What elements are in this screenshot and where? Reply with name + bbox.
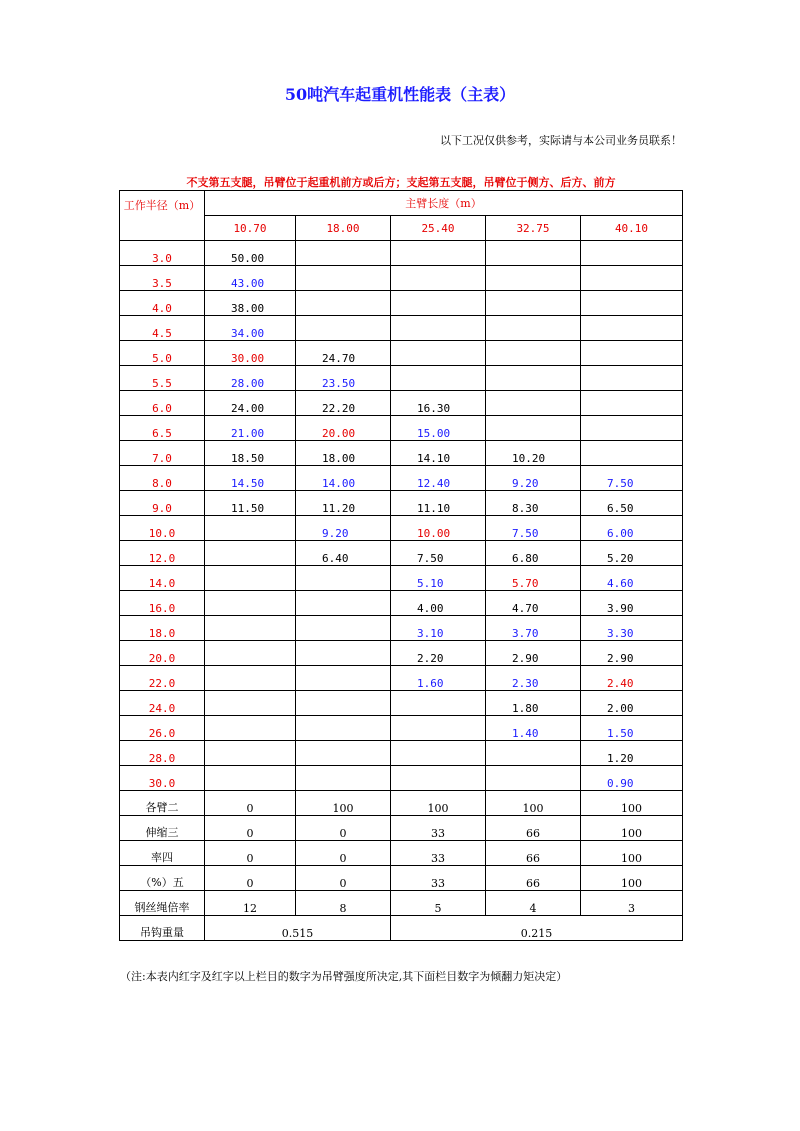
radius-cell: 4.5 bbox=[120, 316, 205, 341]
page-title: 50吨汽车起重机性能表（主表） bbox=[284, 85, 516, 104]
load-cell bbox=[205, 716, 296, 741]
radius-cell: 3.0 bbox=[120, 241, 205, 266]
disclaimer-text: 以下工况仅供参考，实际请与本公司业务员联系！ bbox=[440, 134, 682, 147]
load-cell: 30.00 bbox=[205, 341, 296, 366]
load-cell bbox=[205, 541, 296, 566]
extension-cell: 0 bbox=[205, 866, 296, 891]
radius-cell: 12.0 bbox=[120, 541, 205, 566]
load-cell: 6.80 bbox=[486, 541, 581, 566]
boom-length-header: 主臂长度（m） bbox=[205, 191, 683, 216]
rope-ratio-cell: 12 bbox=[205, 891, 296, 916]
load-cell: 3.90 bbox=[581, 591, 683, 616]
load-cell: 24.00 bbox=[205, 391, 296, 416]
load-row bbox=[120, 616, 683, 641]
load-cell bbox=[581, 391, 683, 416]
load-cell: 20.00 bbox=[296, 416, 391, 441]
load-row bbox=[120, 741, 683, 766]
load-cell bbox=[296, 666, 391, 691]
extension-cell: 0 bbox=[296, 816, 391, 841]
load-cell: 0.90 bbox=[581, 766, 683, 791]
load-cell bbox=[205, 691, 296, 716]
load-cell: 18.00 bbox=[296, 441, 391, 466]
load-cell bbox=[486, 266, 581, 291]
extension-cell: 100 bbox=[581, 866, 683, 891]
load-cell: 9.20 bbox=[486, 466, 581, 491]
load-cell: 7.50 bbox=[391, 541, 486, 566]
extension-cell: 66 bbox=[486, 841, 581, 866]
extension-row bbox=[120, 816, 683, 841]
radius-cell: 22.0 bbox=[120, 666, 205, 691]
load-cell bbox=[296, 616, 391, 641]
load-row bbox=[120, 566, 683, 591]
load-cell: 14.50 bbox=[205, 466, 296, 491]
load-cell: 50.00 bbox=[205, 241, 296, 266]
radius-cell: 5.5 bbox=[120, 366, 205, 391]
hook-weight-label: 吊钩重量 bbox=[120, 916, 205, 941]
radius-cell: 3.5 bbox=[120, 266, 205, 291]
extension-cell: 0 bbox=[205, 816, 296, 841]
load-cell: 11.50 bbox=[205, 491, 296, 516]
load-cell bbox=[205, 641, 296, 666]
load-cell bbox=[581, 441, 683, 466]
load-cell bbox=[205, 591, 296, 616]
load-cell bbox=[205, 566, 296, 591]
rope-ratio-row bbox=[120, 891, 683, 916]
boom-length-cell: 10.70 bbox=[205, 216, 296, 241]
extension-cell: 100 bbox=[486, 791, 581, 816]
load-row bbox=[120, 291, 683, 316]
load-cell bbox=[391, 766, 486, 791]
footnote-text: （注:本表内红字及红字以上栏目的数字为吊臂强度所决定,其下面栏目数字为倾翻力矩决定） bbox=[120, 970, 568, 983]
load-cell bbox=[581, 266, 683, 291]
load-row bbox=[120, 266, 683, 291]
load-cell bbox=[391, 366, 486, 391]
load-cell bbox=[486, 741, 581, 766]
radius-cell: 24.0 bbox=[120, 691, 205, 716]
load-cell: 2.00 bbox=[581, 691, 683, 716]
rope-ratio-cell: 5 bbox=[391, 891, 486, 916]
radius-cell: 14.0 bbox=[120, 566, 205, 591]
radius-cell: 20.0 bbox=[120, 641, 205, 666]
load-cell: 23.50 bbox=[296, 366, 391, 391]
load-cell: 7.50 bbox=[486, 516, 581, 541]
load-cell bbox=[486, 316, 581, 341]
load-cell: 1.50 bbox=[581, 716, 683, 741]
load-cell bbox=[391, 716, 486, 741]
extension-cell: 100 bbox=[391, 791, 486, 816]
load-row bbox=[120, 516, 683, 541]
load-cell bbox=[296, 591, 391, 616]
extension-cell: 0 bbox=[296, 866, 391, 891]
load-cell: 6.00 bbox=[581, 516, 683, 541]
load-cell bbox=[205, 516, 296, 541]
radius-cell: 26.0 bbox=[120, 716, 205, 741]
extension-cell: 0 bbox=[296, 841, 391, 866]
load-cell: 1.40 bbox=[486, 716, 581, 741]
load-cell bbox=[296, 641, 391, 666]
load-row bbox=[120, 491, 683, 516]
load-cell bbox=[581, 291, 683, 316]
load-cell: 12.40 bbox=[391, 466, 486, 491]
load-cell bbox=[296, 291, 391, 316]
load-cell bbox=[205, 666, 296, 691]
radius-cell: 4.0 bbox=[120, 291, 205, 316]
load-row bbox=[120, 466, 683, 491]
radius-cell: 6.5 bbox=[120, 416, 205, 441]
radius-cell: 30.0 bbox=[120, 766, 205, 791]
radius-header: 工作半径（m） bbox=[120, 191, 205, 241]
extension-row bbox=[120, 841, 683, 866]
load-row bbox=[120, 441, 683, 466]
load-cell: 43.00 bbox=[205, 266, 296, 291]
radius-cell: 8.0 bbox=[120, 466, 205, 491]
load-cell: 6.40 bbox=[296, 541, 391, 566]
load-cell bbox=[391, 316, 486, 341]
working-condition-text: 不支第五支腿，吊臂位于起重机前方或后方；支起第五支腿，吊臂位于侧方、后方、前方 bbox=[186, 176, 616, 189]
load-cell: 22.20 bbox=[296, 391, 391, 416]
extension-row bbox=[120, 866, 683, 891]
load-cell: 5.20 bbox=[581, 541, 683, 566]
load-cell bbox=[205, 741, 296, 766]
load-row bbox=[120, 341, 683, 366]
load-cell: 1.80 bbox=[486, 691, 581, 716]
load-row bbox=[120, 716, 683, 741]
load-cell: 2.20 bbox=[391, 641, 486, 666]
load-cell: 7.50 bbox=[581, 466, 683, 491]
load-row bbox=[120, 591, 683, 616]
load-cell: 16.30 bbox=[391, 391, 486, 416]
boom-length-cell: 32.75 bbox=[486, 216, 581, 241]
header-row bbox=[120, 191, 683, 216]
load-row bbox=[120, 691, 683, 716]
load-cell bbox=[391, 741, 486, 766]
load-cell bbox=[581, 316, 683, 341]
radius-cell: 7.0 bbox=[120, 441, 205, 466]
extension-label: （%）五 bbox=[120, 866, 205, 891]
load-cell: 2.40 bbox=[581, 666, 683, 691]
load-cell bbox=[296, 716, 391, 741]
load-row bbox=[120, 316, 683, 341]
load-cell: 18.50 bbox=[205, 441, 296, 466]
load-cell bbox=[486, 241, 581, 266]
extension-cell: 33 bbox=[391, 816, 486, 841]
load-cell bbox=[296, 741, 391, 766]
load-cell: 38.00 bbox=[205, 291, 296, 316]
rope-ratio-label: 钢丝绳倍率 bbox=[120, 891, 205, 916]
load-cell bbox=[296, 316, 391, 341]
load-cell: 15.00 bbox=[391, 416, 486, 441]
extension-label: 各臂二 bbox=[120, 791, 205, 816]
load-cell: 4.00 bbox=[391, 591, 486, 616]
load-cell bbox=[296, 691, 391, 716]
load-cell: 5.10 bbox=[391, 566, 486, 591]
load-row bbox=[120, 666, 683, 691]
load-cell: 14.00 bbox=[296, 466, 391, 491]
load-cell: 3.10 bbox=[391, 616, 486, 641]
boom-length-cell: 25.40 bbox=[391, 216, 486, 241]
extension-label: 伸缩三 bbox=[120, 816, 205, 841]
radius-cell: 6.0 bbox=[120, 391, 205, 416]
extension-label: 率四 bbox=[120, 841, 205, 866]
rope-ratio-cell: 3 bbox=[581, 891, 683, 916]
load-cell: 3.70 bbox=[486, 616, 581, 641]
load-cell: 10.00 bbox=[391, 516, 486, 541]
hook-weight-cell: 0.515 bbox=[205, 916, 391, 941]
load-cell: 14.10 bbox=[391, 441, 486, 466]
radius-cell: 18.0 bbox=[120, 616, 205, 641]
load-row bbox=[120, 766, 683, 791]
load-cell bbox=[486, 416, 581, 441]
load-cell: 21.00 bbox=[205, 416, 296, 441]
load-cell: 9.20 bbox=[296, 516, 391, 541]
radius-cell: 10.0 bbox=[120, 516, 205, 541]
load-cell bbox=[486, 291, 581, 316]
load-cell bbox=[486, 341, 581, 366]
hook-weight-row bbox=[120, 916, 683, 941]
radius-cell: 9.0 bbox=[120, 491, 205, 516]
extension-cell: 100 bbox=[581, 791, 683, 816]
load-row bbox=[120, 366, 683, 391]
load-cell: 11.10 bbox=[391, 491, 486, 516]
extension-cell: 100 bbox=[581, 816, 683, 841]
load-row bbox=[120, 416, 683, 441]
load-cell: 2.30 bbox=[486, 666, 581, 691]
load-cell bbox=[205, 616, 296, 641]
extension-cell: 100 bbox=[581, 841, 683, 866]
load-cell: 5.70 bbox=[486, 566, 581, 591]
load-cell: 28.00 bbox=[205, 366, 296, 391]
rope-ratio-cell: 8 bbox=[296, 891, 391, 916]
extension-cell: 100 bbox=[296, 791, 391, 816]
hook-weight-cell: 0.215 bbox=[391, 916, 683, 941]
extension-cell: 33 bbox=[391, 866, 486, 891]
extension-cell: 66 bbox=[486, 816, 581, 841]
extension-row bbox=[120, 791, 683, 816]
radius-cell: 16.0 bbox=[120, 591, 205, 616]
load-cell: 6.50 bbox=[581, 491, 683, 516]
load-cell bbox=[296, 566, 391, 591]
boom-length-row bbox=[120, 216, 683, 241]
load-cell bbox=[391, 291, 486, 316]
boom-length-cell: 40.10 bbox=[581, 216, 683, 241]
load-cell bbox=[205, 766, 296, 791]
load-cell: 1.20 bbox=[581, 741, 683, 766]
load-row bbox=[120, 541, 683, 566]
load-cell: 2.90 bbox=[486, 641, 581, 666]
load-row bbox=[120, 241, 683, 266]
load-cell bbox=[486, 366, 581, 391]
load-cell bbox=[486, 391, 581, 416]
load-cell: 34.00 bbox=[205, 316, 296, 341]
load-cell: 10.20 bbox=[486, 441, 581, 466]
load-cell: 4.60 bbox=[581, 566, 683, 591]
load-cell bbox=[581, 366, 683, 391]
load-cell bbox=[296, 766, 391, 791]
load-cell bbox=[581, 241, 683, 266]
load-cell bbox=[391, 266, 486, 291]
radius-cell: 5.0 bbox=[120, 341, 205, 366]
load-cell: 3.30 bbox=[581, 616, 683, 641]
load-cell bbox=[581, 341, 683, 366]
load-cell bbox=[581, 416, 683, 441]
extension-cell: 0 bbox=[205, 841, 296, 866]
load-cell bbox=[486, 766, 581, 791]
extension-cell: 66 bbox=[486, 866, 581, 891]
load-cell bbox=[391, 241, 486, 266]
extension-cell: 33 bbox=[391, 841, 486, 866]
load-row bbox=[120, 641, 683, 666]
load-cell: 24.70 bbox=[296, 341, 391, 366]
load-cell: 8.30 bbox=[486, 491, 581, 516]
radius-cell: 28.0 bbox=[120, 741, 205, 766]
extension-cell: 0 bbox=[205, 791, 296, 816]
load-cell: 2.90 bbox=[581, 641, 683, 666]
rope-ratio-cell: 4 bbox=[486, 891, 581, 916]
load-row bbox=[120, 391, 683, 416]
load-cell bbox=[391, 341, 486, 366]
load-cell: 11.20 bbox=[296, 491, 391, 516]
performance-table bbox=[119, 190, 683, 941]
load-cell bbox=[391, 691, 486, 716]
load-cell bbox=[296, 266, 391, 291]
load-cell: 4.70 bbox=[486, 591, 581, 616]
load-cell: 1.60 bbox=[391, 666, 486, 691]
boom-length-cell: 18.00 bbox=[296, 216, 391, 241]
load-cell bbox=[296, 241, 391, 266]
